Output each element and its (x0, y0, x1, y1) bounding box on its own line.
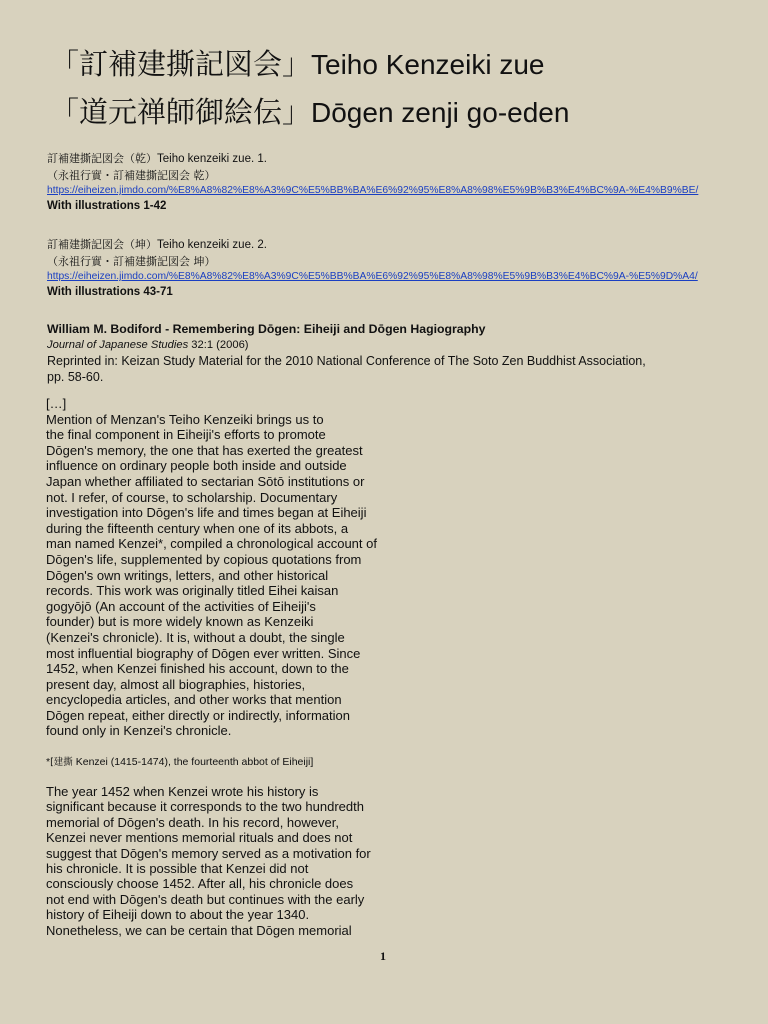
paragraph-1-line: Japan whether affiliated to sectarian Sōtō institutions or (46, 473, 365, 489)
volume-1-illustrations: With illustrations 1-42 (47, 199, 167, 212)
paragraph-1-line: found only in Kenzei's chronicle. (46, 723, 232, 739)
reference-journal (47, 337, 727, 353)
paragraph-1-line: Dōgen's life, supplemented by copious quotations from (46, 551, 362, 567)
title-line-2 (50, 94, 569, 131)
paragraph-1-line: Dōgen repeat, either directly or indirectly, information (46, 707, 350, 723)
paragraph-1-line: gogyōjō (An account of the activities of Eiheiji's (46, 598, 316, 614)
journal-issue: 32:1 (2006) (188, 339, 249, 351)
paragraph-1-line: investigation into Dōgen's life and times began at Eiheiji (46, 505, 367, 521)
paragraph-1-line: man named Kenzei*, compiled a chronological account of (46, 536, 377, 552)
paragraph-1-line: not. I refer, of course, to scholarship. Documentary (46, 489, 338, 505)
reprint-line-2: pp. 58-60. (47, 370, 104, 384)
journal-name: Journal of Japanese Studies (47, 339, 189, 351)
title-2-japanese: 「道元禅師御絵伝」 (50, 95, 312, 129)
paragraph-2-line: memorial of Dōgen's death. In his record, however, (46, 814, 339, 830)
footnote-star: * (46, 756, 51, 768)
volume-2-subtitle: （永祖行實・訂補建撕記図会 坤） (47, 254, 216, 268)
paragraph-1-line: the final component in Eiheiji's efforts to promote (46, 427, 326, 443)
paragraph-2-line: consciously choose 1452. After all, his chronicle does (46, 876, 354, 892)
paragraph-2-line: Nonetheless, we can be certain that Dōgen memorial (46, 922, 352, 938)
paragraph-1-line: founder) but is more widely known as Kenzeiki (46, 614, 314, 630)
paragraph-2-line: significant because it corresponds to the two hundredth (46, 799, 364, 815)
volume-entry-2 (47, 237, 747, 300)
paragraph-1-line: 1452, when Kenzei finished his account, down to the (46, 661, 349, 677)
volume-1-heading (47, 151, 747, 168)
footnote-text: Kenzei (1415-1474), the fourteenth abbot of Eiheiji] (72, 756, 314, 768)
paragraph-1-line: influence on ordinary people both inside and outside (46, 458, 347, 474)
paragraph-2-line: his chronicle. It is possible that Kenzei did not (46, 861, 309, 877)
title-line-1 (50, 46, 545, 83)
paragraph-2-line: suggest that Dōgen's memory served as a motivation for (46, 845, 371, 861)
volume-2-heading-en: Teiho kenzeiki zue. 2. (157, 239, 267, 251)
paragraph-1-line: Mention of Menzan's Teiho Kenzeiki brings us to (46, 411, 324, 427)
title-1-japanese: 「訂補建撕記図会」 (50, 47, 312, 81)
page-number: 1 (380, 949, 386, 963)
volume-2-illustrations: With illustrations 43-71 (47, 285, 173, 298)
reprint-line-1: Reprinted in: Keizan Study Material for the 2010 National Conference of The Soto Zen Buddhist Association, (47, 354, 646, 368)
volume-1-link[interactable]: https://eiheizen.jimdo.com/%E8%A8%82%E8%A3%9C%E5%BB%BA%E6%92%95%E8%A8%98%E5%9B%B3%E4%BC%9A-%E4%B9%BE/ (47, 185, 699, 196)
footnote (46, 754, 313, 768)
paragraph-1-line: encyclopedia articles, and other works that mention (46, 692, 342, 708)
paragraph-1-line: Dōgen's own writings, letters, and other historical (46, 567, 329, 583)
paragraph-2-line: The year 1452 when Kenzei wrote his history is (46, 784, 319, 799)
paragraph-2-line: Kenzei never mentions memorial rituals and does not (46, 830, 353, 846)
volume-1-heading-jp: 訂補建撕記図会（乾） (47, 152, 157, 165)
paragraph-1-line: (Kenzei's chronicle). It is, without a doubt, the single (46, 629, 345, 645)
title-2-english: Dōgen zenji go-eden (311, 97, 570, 128)
paragraph-2-line: not end with Dōgen's death but continues with the early (46, 891, 365, 907)
volume-2-heading (47, 237, 747, 254)
paragraph-1-line: Dōgen's memory, the one that has exerted the greatest (46, 442, 363, 458)
paragraph-1-line: present day, almost all biographies, histories, (46, 676, 306, 692)
quote-paragraph-2 (46, 784, 426, 938)
footnote-jp: [建撕 (50, 757, 73, 768)
title-1-english: Teiho Kenzeiki zue (311, 49, 545, 80)
volume-2-link[interactable]: https://eiheizen.jimdo.com/%E8%A8%82%E8%A3%9C%E5%BB%BA%E6%92%95%E8%A8%98%E5%9B%B3%E4%BC%9A-%E5%9D%A4/ (47, 271, 698, 282)
paragraph-1-line: during the fifteenth century when one of its abbots, a (46, 520, 349, 536)
quote-paragraph-1 (46, 396, 426, 739)
volume-2-heading-jp: 訂補建撕記図会（坤） (47, 238, 157, 251)
paragraph-1-line: records. This work was originally titled Eihei kaisan (46, 583, 339, 599)
volume-1-heading-en: Teiho kenzeiki zue. 1. (157, 153, 267, 165)
paragraph-1-line: […] (46, 396, 67, 411)
volume-1-subtitle: （永祖行實・訂補建撕記図会 乾） (47, 168, 216, 182)
paragraph-1-line: most influential biography of Dōgen ever written. Since (46, 645, 361, 661)
reference-block (47, 321, 727, 385)
paragraph-2-line: history of Eiheiji down to about the year 1340. (46, 907, 310, 923)
volume-entry-1 (47, 151, 747, 214)
reference-author-title: William M. Bodiford - Remembering Dōgen: Eiheiji and Dōgen Hagiography (47, 322, 486, 336)
